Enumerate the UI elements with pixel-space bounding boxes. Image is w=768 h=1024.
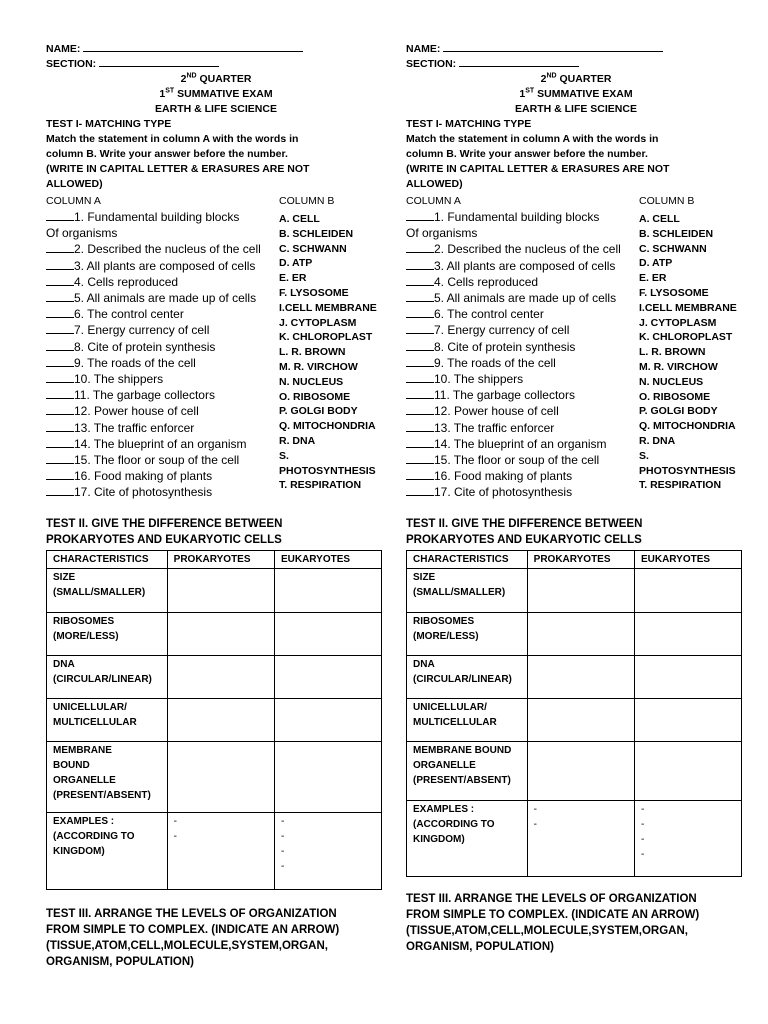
test2-title: TEST II. GIVE THE DIFFERENCE BETWEEN PROKARYOTES AND EUKARYOTIC CELLS — [46, 517, 283, 546]
column-b — [279, 194, 386, 493]
answer-blank[interactable] — [46, 436, 74, 448]
table-row — [407, 800, 742, 876]
column-b-label: COLUMN B — [279, 195, 335, 207]
answer-blank[interactable] — [406, 274, 434, 286]
answer-blank[interactable] — [46, 468, 74, 480]
table-row — [407, 568, 742, 612]
column-b-item: C. SCHWANN — [279, 242, 347, 255]
column-a-item: 3. All plants are composed of cells — [46, 258, 281, 274]
table-row — [407, 741, 742, 800]
row-label: EXAMPLES : (ACCORDING TO KINGDOM) — [47, 812, 168, 889]
answer-cell[interactable] — [527, 741, 634, 800]
row-label: SIZE (SMALL/SMALLER) — [407, 568, 528, 612]
row-label: UNICELLULAR/ MULTICELLULAR — [47, 698, 168, 741]
column-b-label: COLUMN B — [639, 195, 695, 207]
row-label: DNA (CIRCULAR/LINEAR) — [407, 655, 528, 698]
subject-heading: EARTH & LIFE SCIENCE — [515, 103, 637, 115]
column-a-item: 7. Energy currency of cell — [406, 322, 641, 338]
answer-cell[interactable]: - - - - — [634, 800, 741, 876]
column-b-item: M. R. VIRCHOW — [639, 360, 718, 373]
column-a-item: 6. The control center — [46, 306, 281, 322]
header-prokaryotes: PROKARYOTES — [527, 550, 634, 568]
column-a-item: 16. Food making of plants — [406, 468, 641, 484]
column-a-item-cont: Of organisms — [46, 226, 118, 241]
header-characteristics: CHARACTERISTICS — [47, 550, 168, 568]
column-a-item: 5. All animals are made up of cells — [406, 290, 641, 306]
answer-blank[interactable] — [406, 403, 434, 415]
column-a-item: 5. All animals are made up of cells — [46, 290, 281, 306]
header-prokaryotes: PROKARYOTES — [167, 550, 274, 568]
column-a-item: 3. All plants are composed of cells — [406, 258, 641, 274]
subject-heading: EARTH & LIFE SCIENCE — [155, 103, 277, 115]
answer-cell[interactable] — [634, 655, 741, 698]
answer-blank[interactable] — [46, 322, 74, 334]
column-a-item: 2. Described the nucleus of the cell — [406, 241, 641, 257]
column-b-item: F. LYSOSOME — [279, 286, 349, 299]
answer-blank[interactable] — [406, 468, 434, 480]
answer-blank[interactable] — [46, 339, 74, 351]
answer-blank[interactable] — [406, 484, 434, 496]
column-b-item: T. RESPIRATION — [639, 479, 722, 492]
column-b-item: O. RIBOSOME — [279, 390, 351, 403]
name-blank[interactable] — [83, 42, 303, 52]
answer-blank[interactable] — [406, 339, 434, 351]
answer-cell[interactable] — [527, 612, 634, 655]
column-b-item: I.CELL MEMBRANE — [639, 301, 737, 314]
column-a-item: 13. The traffic enforcer — [406, 420, 641, 436]
section-blank[interactable] — [459, 57, 579, 67]
column-b-item: E. ER — [639, 272, 667, 285]
column-b-item: K. CHLOROPLAST — [279, 331, 373, 344]
column-b-item: F. LYSOSOME — [639, 286, 709, 299]
column-a-item: 13. The traffic enforcer — [46, 420, 281, 436]
answer-cell[interactable] — [527, 655, 634, 698]
row-label: MEMBRANE BOUND ORGANELLE (PRESENT/ABSENT) — [47, 741, 168, 812]
answer-blank[interactable] — [406, 387, 434, 399]
answer-blank[interactable] — [46, 209, 74, 221]
answer-cell[interactable] — [527, 698, 634, 741]
answer-blank[interactable] — [406, 306, 434, 318]
column-b-item: I.CELL MEMBRANE — [279, 301, 377, 314]
answer-blank[interactable] — [406, 355, 434, 367]
answer-blank[interactable] — [46, 452, 74, 464]
matching-columns — [46, 194, 386, 501]
column-a-item: 8. Cite of protein synthesis — [46, 339, 281, 355]
column-a-item: 15. The floor or soup of the cell — [46, 452, 281, 468]
header-eukaryotes: EUKARYOTES — [274, 550, 381, 568]
column-a-item: 8. Cite of protein synthesis — [406, 339, 641, 355]
answer-blank[interactable] — [406, 209, 434, 221]
test1-instruction: Match the statement in column A with the words in column B. Write your answer before the number. (WRITE IN CAPITAL LETTER & ERASURES ARE NOT ALLOWED) — [46, 133, 310, 190]
answer-cell[interactable] — [167, 568, 274, 612]
comparison-table — [46, 550, 382, 890]
exam-copy-right — [406, 42, 746, 955]
column-a-label: COLUMN A — [406, 195, 461, 207]
table-header-row — [47, 550, 382, 568]
answer-cell[interactable] — [167, 698, 274, 741]
answer-blank[interactable] — [406, 452, 434, 464]
column-a-item: 11. The garbage collectors — [406, 387, 641, 403]
answer-cell[interactable]: - - — [167, 812, 274, 889]
answer-blank[interactable] — [46, 258, 74, 270]
answer-blank[interactable] — [406, 436, 434, 448]
matching-columns — [406, 194, 746, 501]
quarter-heading: 2ND QUARTER — [180, 72, 252, 85]
row-label: RIBOSOMES (MORE/LESS) — [407, 612, 528, 655]
answer-blank[interactable] — [46, 290, 74, 302]
answer-cell[interactable]: - - — [527, 800, 634, 876]
column-a-item: 2. Described the nucleus of the cell — [46, 241, 281, 257]
answer-blank[interactable] — [46, 355, 74, 367]
answer-blank[interactable] — [406, 420, 434, 432]
row-label: MEMBRANE BOUND ORGANELLE (PRESENT/ABSENT) — [407, 741, 528, 800]
answer-blank[interactable] — [406, 371, 434, 383]
answer-blank[interactable] — [46, 387, 74, 399]
column-b-item: P. GOLGI BODY — [639, 405, 718, 418]
column-b-item: J. CYTOPLASM — [279, 316, 357, 329]
column-b — [639, 194, 746, 493]
column-a-item: 17. Cite of photosynthesis — [46, 484, 281, 500]
table-row — [47, 655, 382, 698]
section-line: SECTION: — [406, 57, 746, 72]
answer-blank[interactable] — [46, 403, 74, 415]
test1-title: TEST I- MATCHING TYPE — [46, 118, 172, 130]
column-a-item: 12. Power house of cell — [46, 403, 281, 419]
column-a-item: 6. The control center — [406, 306, 641, 322]
column-b-item: Q. MITOCHONDRIA — [639, 420, 736, 433]
column-b-item: D. ATP — [279, 257, 313, 270]
table-row — [47, 812, 382, 889]
column-b-item: D. ATP — [639, 257, 673, 270]
column-a-item: 9. The roads of the cell — [46, 355, 281, 371]
column-a-item: 12. Power house of cell — [406, 403, 641, 419]
table-row — [47, 698, 382, 741]
answer-cell[interactable] — [274, 698, 381, 741]
name-line: NAME: — [46, 42, 386, 57]
row-label: DNA (CIRCULAR/LINEAR) — [47, 655, 168, 698]
column-b-item: N. NUCLEUS — [279, 375, 344, 388]
column-b-item: P. GOLGI BODY — [279, 405, 358, 418]
answer-cell[interactable] — [274, 741, 381, 812]
answer-cell[interactable] — [634, 612, 741, 655]
column-b-item: K. CHLOROPLAST — [639, 331, 733, 344]
column-a — [406, 194, 641, 501]
answer-blank[interactable] — [46, 484, 74, 496]
table-row — [407, 612, 742, 655]
column-b-item: A. CELL — [639, 213, 680, 225]
column-b-item: R. DNA — [639, 434, 676, 447]
answer-cell[interactable] — [527, 568, 634, 612]
column-b-item: B. SCHLEIDEN — [639, 227, 714, 240]
column-a-item: 4. Cells reproduced — [46, 274, 281, 290]
section-blank[interactable] — [99, 57, 219, 67]
answer-cell[interactable] — [634, 741, 741, 800]
answer-cell[interactable]: - - - - — [274, 812, 381, 889]
answer-blank[interactable] — [46, 371, 74, 383]
column-a-item: 14. The blueprint of an organism — [406, 436, 641, 452]
answer-blank[interactable] — [46, 241, 74, 253]
column-a-item: 15. The floor or soup of the cell — [406, 452, 641, 468]
column-a — [46, 194, 281, 501]
column-b-item: S. PHOTOSYNTHESIS — [279, 449, 376, 477]
column-b-item: R. DNA — [279, 434, 316, 447]
exam-copy-left — [46, 42, 386, 970]
answer-cell[interactable] — [167, 741, 274, 812]
column-a-item: 10. The shippers — [46, 371, 281, 387]
column-b-item: O. RIBOSOME — [639, 390, 711, 403]
column-b-item: Q. MITOCHONDRIA — [279, 420, 376, 433]
column-a-item: 16. Food making of plants — [46, 468, 281, 484]
column-b-item: S. PHOTOSYNTHESIS — [639, 449, 736, 477]
column-b-item: E. ER — [279, 272, 307, 285]
answer-cell[interactable] — [634, 568, 741, 612]
column-a-item: 17. Cite of photosynthesis — [406, 484, 641, 500]
column-a-item: 11. The garbage collectors — [46, 387, 281, 403]
test3-title: TEST III. ARRANGE THE LEVELS OF ORGANIZATION FROM SIMPLE TO COMPLEX. (INDICATE AN ARROW) (TISSUE,ATOM,CELL,MOLECULE,SYSTEM,ORGAN, ORGANISM, POPULATION) — [406, 892, 700, 953]
column-a-item: 14. The blueprint of an organism — [46, 436, 281, 452]
answer-blank[interactable] — [406, 258, 434, 270]
column-b-item: L. R. BROWN — [639, 346, 706, 359]
table-row — [47, 612, 382, 655]
answer-cell[interactable] — [167, 612, 274, 655]
column-b-item: B. SCHLEIDEN — [279, 227, 354, 240]
comparison-table — [406, 550, 742, 877]
column-b-item: C. SCHWANN — [639, 242, 707, 255]
answer-cell[interactable] — [634, 698, 741, 741]
table-row — [47, 741, 382, 812]
answer-blank[interactable] — [406, 241, 434, 253]
test2-title: TEST II. GIVE THE DIFFERENCE BETWEEN PROKARYOTES AND EUKARYOTIC CELLS — [406, 517, 643, 546]
column-a-item-cont: Of organisms — [406, 226, 478, 241]
header-eukaryotes: EUKARYOTES — [634, 550, 741, 568]
column-b-item: M. R. VIRCHOW — [279, 360, 358, 373]
column-b-item: T. RESPIRATION — [279, 479, 362, 492]
row-label: SIZE (SMALL/SMALLER) — [47, 568, 168, 612]
row-label: UNICELLULAR/ MULTICELLULAR — [407, 698, 528, 741]
column-b-item: N. NUCLEUS — [639, 375, 704, 388]
test1-title: TEST I- MATCHING TYPE — [406, 118, 532, 130]
table-row — [47, 568, 382, 612]
answer-cell[interactable] — [274, 655, 381, 698]
column-b-item: L. R. BROWN — [279, 346, 346, 359]
table-row — [407, 698, 742, 741]
answer-cell[interactable] — [274, 612, 381, 655]
header-characteristics: CHARACTERISTICS — [407, 550, 528, 568]
answer-blank[interactable] — [406, 290, 434, 302]
answer-cell[interactable] — [167, 655, 274, 698]
exam-heading: 1ST SUMMATIVE EXAM — [159, 87, 273, 100]
column-a-item: 4. Cells reproduced — [406, 274, 641, 290]
column-b-item: J. CYTOPLASM — [639, 316, 717, 329]
column-a-label: COLUMN A — [46, 195, 101, 207]
exam-heading: 1ST SUMMATIVE EXAM — [519, 87, 633, 100]
row-label: RIBOSOMES (MORE/LESS) — [47, 612, 168, 655]
table-header-row — [407, 550, 742, 568]
column-a-item: 1. Fundamental building blocks — [406, 209, 641, 225]
column-b-item: A. CELL — [279, 213, 320, 225]
row-label: EXAMPLES : (ACCORDING TO KINGDOM) — [407, 800, 528, 876]
answer-blank[interactable] — [46, 420, 74, 432]
test1-instruction: Match the statement in column A with the words in column B. Write your answer before the number. (WRITE IN CAPITAL LETTER & ERASURES ARE NOT ALLOWED) — [406, 133, 670, 190]
quarter-heading: 2ND QUARTER — [540, 72, 612, 85]
column-a-item: 1. Fundamental building blocks — [46, 209, 281, 225]
section-line: SECTION: — [46, 57, 386, 72]
column-a-item: 10. The shippers — [406, 371, 641, 387]
column-a-item: 9. The roads of the cell — [406, 355, 641, 371]
answer-cell[interactable] — [274, 568, 381, 612]
name-blank[interactable] — [443, 42, 663, 52]
name-line: NAME: — [406, 42, 746, 57]
test3-title: TEST III. ARRANGE THE LEVELS OF ORGANIZATION FROM SIMPLE TO COMPLEX. (INDICATE AN ARROW) (TISSUE,ATOM,CELL,MOLECULE,SYSTEM,ORGAN, ORGANISM, POPULATION) — [46, 907, 340, 968]
answer-blank[interactable] — [46, 274, 74, 286]
answer-blank[interactable] — [406, 322, 434, 334]
table-row — [407, 655, 742, 698]
answer-blank[interactable] — [46, 306, 74, 318]
column-a-item: 7. Energy currency of cell — [46, 322, 281, 338]
